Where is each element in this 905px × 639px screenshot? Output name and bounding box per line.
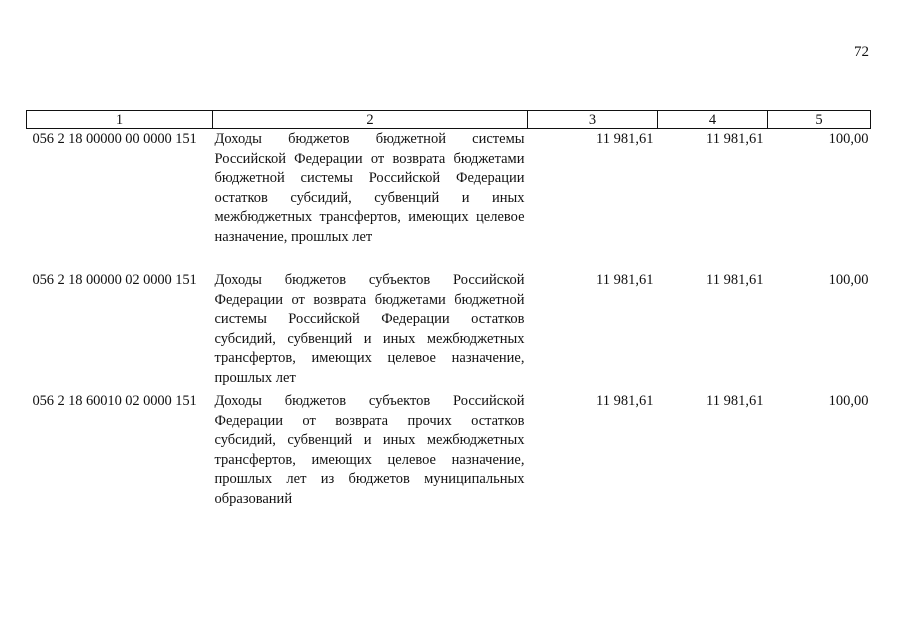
table-header xyxy=(27,111,871,129)
row-value-col3: 11 981,61 xyxy=(596,131,654,147)
row-description: Доходы бюджетов бюджетной системы Российской Федерации от возврата бюджетами бюджетной системы Российской Федерации остатков субсидий, субвенций и иных межбюджетных трансфертов, имеющих целевое назначение, прошлых лет xyxy=(214,131,525,245)
header-col-3: 3 xyxy=(528,111,658,129)
header-col-4: 4 xyxy=(658,111,768,129)
row-code: 056 2 18 60010 02 0000 151 xyxy=(32,393,197,409)
row-description: Доходы бюджетов субъектов Российской Федерации от возврата прочих остатков субсидий, субвенций и иных межбюджетных трансфертов, имеющих целевое назначение, прошлых лет из бюджетов муниципальных образований xyxy=(214,393,525,507)
row-description: Доходы бюджетов субъектов Российской Федерации от возврата бюджетами бюджетной системы Российской Федерации остатков субсидий, субвенций и иных межбюджетных трансфертов, имеющих целевое назначение, прошлых лет xyxy=(214,272,525,386)
row-code: 056 2 18 00000 02 0000 151 xyxy=(32,272,197,288)
table-row xyxy=(27,129,871,248)
table-row xyxy=(27,271,871,388)
row-value-col4: 11 981,61 xyxy=(706,272,764,288)
header-col-1: 1 xyxy=(27,111,213,129)
header-col-2: 2 xyxy=(213,111,528,129)
row-code: 056 2 18 00000 00 0000 151 xyxy=(32,131,197,147)
table-row xyxy=(27,392,871,509)
header-col-5: 5 xyxy=(768,111,871,129)
row-value-col5: 100,00 xyxy=(828,131,869,147)
page-number: 72 xyxy=(854,44,869,60)
row-value-col4: 11 981,61 xyxy=(706,131,764,147)
row-value-col3: 11 981,61 xyxy=(596,272,654,288)
row-value-col5: 100,00 xyxy=(828,393,869,409)
budget-table xyxy=(26,110,871,509)
row-spacer xyxy=(27,247,871,271)
row-value-col5: 100,00 xyxy=(828,272,869,288)
row-value-col3: 11 981,61 xyxy=(596,393,654,409)
row-value-col4: 11 981,61 xyxy=(706,393,764,409)
